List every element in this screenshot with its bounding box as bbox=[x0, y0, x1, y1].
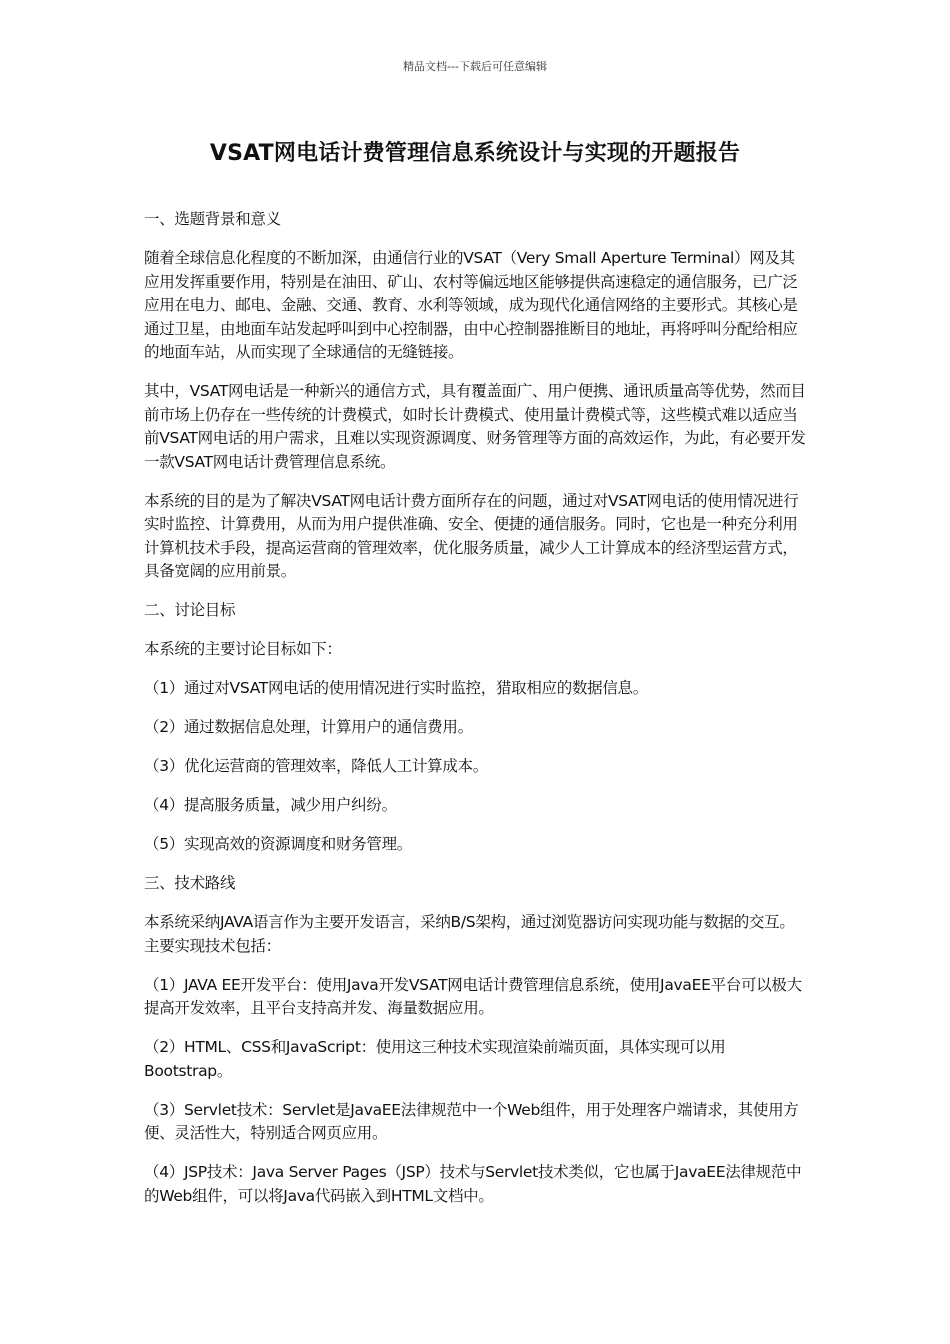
list-item: （2）通过数据信息处理，计算用户的通信费用。 bbox=[144, 718, 473, 736]
list-item: （1）通过对VSAT网电话的使用情况进行实时监控，猎取相应的数据信息。 bbox=[144, 679, 648, 697]
section-heading-goals: 二、讨论目标 bbox=[144, 601, 236, 619]
page-header-note: 精品文档---下载后可任意编辑 bbox=[403, 60, 547, 73]
paragraph: 随着全球信息化程度的不断加深，由通信行业的VSAT（Very Small Aperture Terminal）网及其应用发挥重要作用，特别是在油田、矿山、农村等偏远地区能够提供高速稳定的通信服务，已广泛应用在电力、邮电、金融、交通、教育、水利等领域，成为现代化通信网络的主要形式。其核心是通过卫星，由地面车站发起呼叫到中心控制器，由中心控制器推断目的地址，再将呼叫分配给相应的地面车站，从而实现了全球通信的无缝链接。 bbox=[144, 249, 798, 361]
list-item: （2）HTML、CSS和JavaScript：使用这三种技术实现渲染前端页面，具体实现可以用Bootstrap。 bbox=[144, 1038, 726, 1080]
document-title: VSAT网电话计费管理信息系统设计与实现的开题报告 bbox=[209, 141, 741, 166]
paragraph: 本系统的目的是为了解决VSAT网电话计费方面所存在的问题，通过对VSAT网电话的使用情况进行实时监控、计算费用，从而为用户提供准确、安全、便捷的通信服务。同时，它也是一种充分利用计算机技术手段，提高运营商的管理效率，优化服务质量，减少人工计算成本的经济型运营方式，具备宽阔的应用前景。 bbox=[144, 491, 799, 580]
list-item: （5）实现高效的资源调度和财务管理。 bbox=[144, 835, 412, 853]
section-heading-technology: 三、技术路线 bbox=[144, 874, 236, 892]
list-item: （1）JAVA EE开发平台：使用Java开发VSAT网电话计费管理信息系统，使用JavaEE平台可以极大提高开发效率，且平台支持高并发、海量数据应用。 bbox=[144, 975, 802, 1017]
list-item: （3）优化运营商的管理效率，降低人工计算成本。 bbox=[144, 757, 488, 775]
list-item: （3）Servlet技术：Servlet是JavaEE法律规范中一个Web组件，用于处理客户端请求，其使用方便、灵活性大，特别适合网页应用。 bbox=[144, 1100, 799, 1142]
paragraph: 其中，VSAT网电话是一种新兴的通信方式，具有覆盖面广、用户便携、通讯质量高等优势，然而目前市场上仍存在一些传统的计费模式，如时长计费模式、使用量计费模式等，这些模式难以适应当前VSAT网电话的用户需求，且难以实现资源调度、财务管理等方面的高效运作，为此，有必要开发一款VSAT网电话计费管理信息系统。 bbox=[144, 382, 806, 471]
section-heading-background: 一、选题背景和意义 bbox=[144, 210, 281, 228]
list-item: （4）JSP技术：Java Server Pages（JSP）技术与Servlet技术类似，它也属于JavaEE法律规范中的Web组件，可以将Java代码嵌入到HTML文档中。 bbox=[144, 1163, 802, 1205]
paragraph: 本系统的主要讨论目标如下： bbox=[144, 640, 342, 658]
list-item: （4）提高服务质量，减少用户纠纷。 bbox=[144, 796, 397, 814]
paragraph: 本系统采纳JAVA语言作为主要开发语言，采纳B/S架构，通过浏览器访问实现功能与数据的交互。主要实现技术包括： bbox=[144, 913, 795, 955]
document-body bbox=[144, 208, 806, 1224]
